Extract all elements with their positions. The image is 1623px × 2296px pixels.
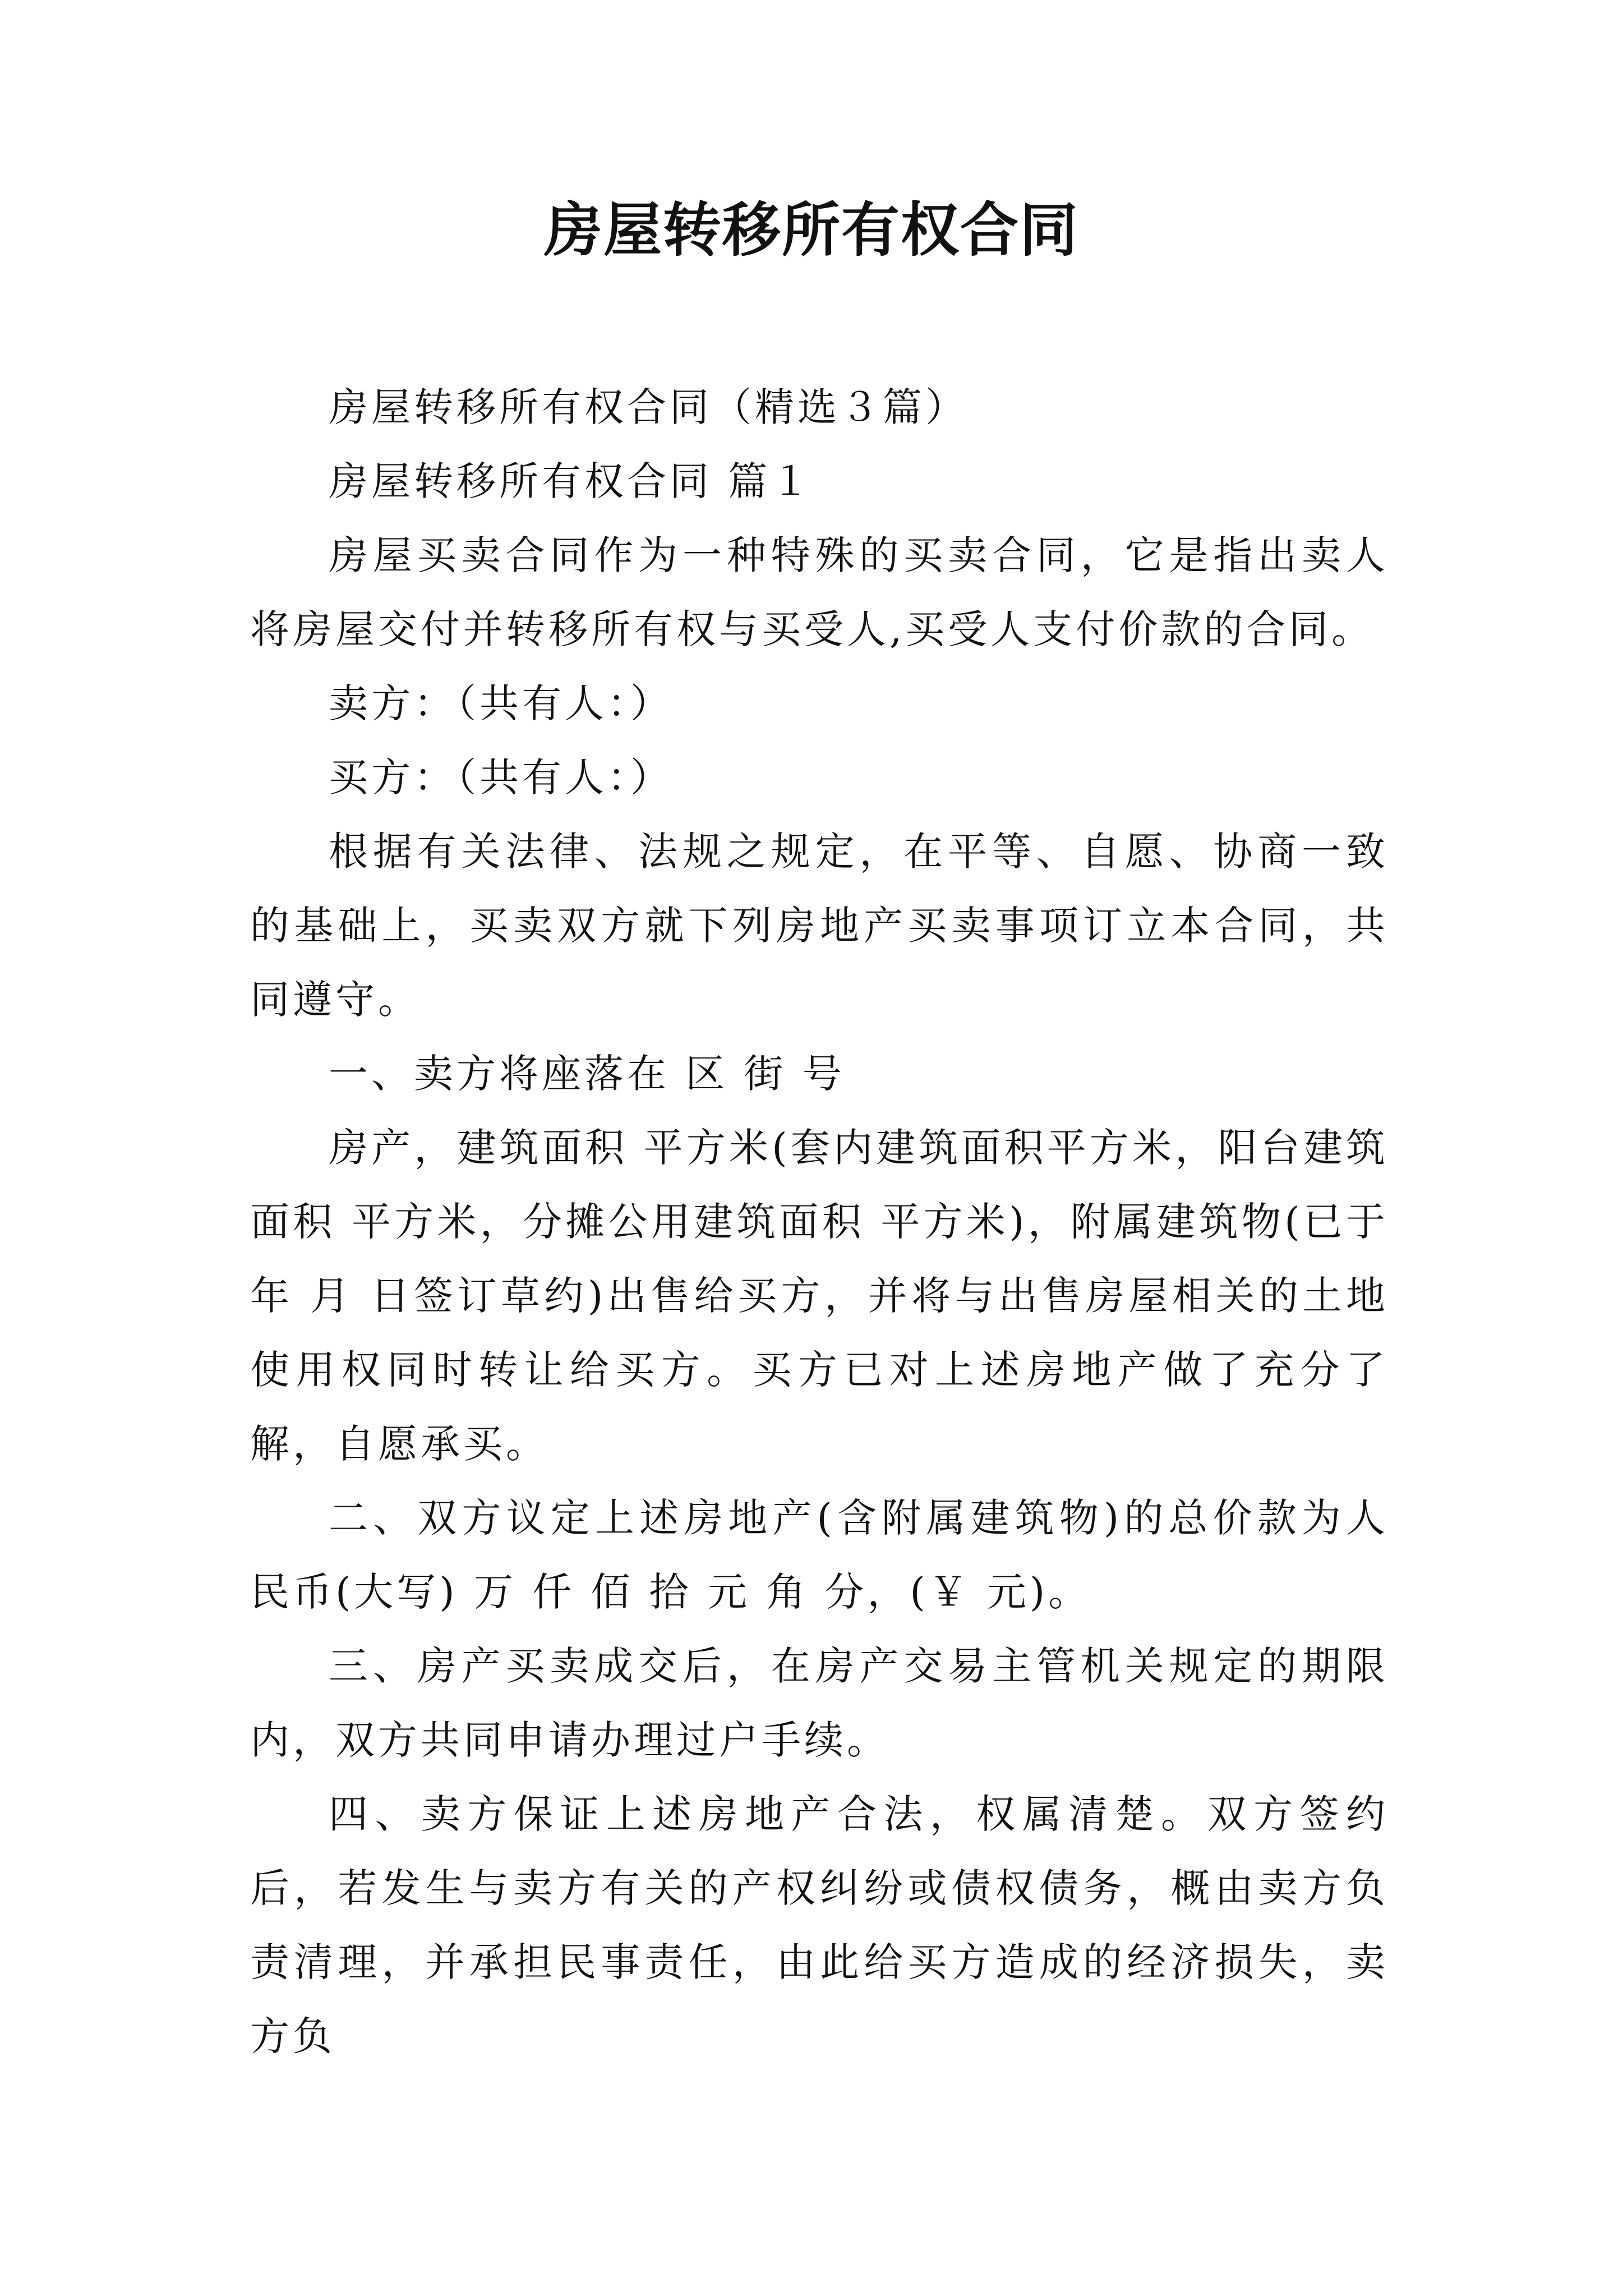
paragraph-clause-3: 三、房产买卖成交后，在房产交易主管机关规定的期限内，双方共同申请办理过户手续。 [250,1643,1389,1763]
paragraph-property-details: 房产，建筑面积 平方米(套内建筑面积平方米，阳台建筑面积 平方米，分摊公用建筑面积 平方米)，附属建筑物(已于 年 月 日签订草约)出售给买方，并将与出售房屋相关的土地使用权同时转让给买方。买方已对上述房地产做了充分了解，自愿承买。 [250,1125,1389,1467]
paragraph-clause-2: 二、双方议定上述房地产(含附属建筑物)的总价款为人民币(大写) 万 仟 佰 拾 元 角 分，(￥ 元)。 [250,1495,1389,1615]
paragraph-preamble: 根据有关法律、法规之规定，在平等、自愿、协商一致的基础上，买卖双方就下列房地产买卖事项订立本合同，共同遵守。 [250,829,1389,1023]
paragraph-section-heading: 房屋转移所有权合同 篇１ [329,458,814,504]
paragraph-seller: 卖方：（共有人：） [329,680,673,726]
paragraph-buyer: 买方：（共有人：） [329,754,673,800]
paragraph-clause-1: 一、卖方将座落在 区 街 号 [329,1051,845,1097]
document-body [250,370,1389,2073]
paragraph-subtitle: 房屋转移所有权合同（精选３篇） [329,384,968,430]
document-title: 房屋转移所有权合同 [543,195,1079,264]
paragraph-definition: 房屋买卖合同作为一种特殊的买卖合同，它是指出卖人将房屋交付并转移所有权与买受人,买受人支付价款的合同。 [250,532,1389,652]
paragraph-clause-4: 四、卖方保证上述房地产合法，权属清楚。双方签约后，若发生与卖方有关的产权纠纷或债权债务，概由卖方负责清理，并承担民事责任，由此给买方造成的经济损失，卖方负 [250,1791,1389,2059]
